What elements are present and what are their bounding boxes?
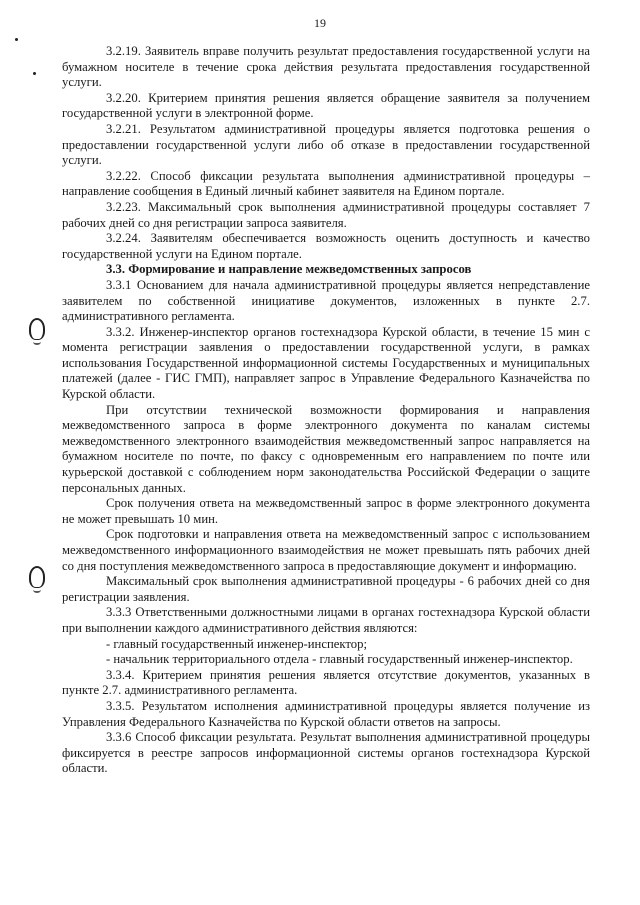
paragraph-3-2-19: 3.2.19. Заявитель вправе получить результат предоставления государственной услуги на бумажном носителе в течение срока действия результата предоставления государственной услуги. [62,44,590,90]
punch-hole-mark [29,566,45,588]
page-number: 19 [314,16,326,30]
scan-speck [15,38,18,41]
paragraph-3-3-6: 3.3.6 Способ фиксации результата. Результат выполнения административной процедуры фиксируется в реестре запросов информационной системы органов гостехнадзора Курской области. [62,730,590,776]
punch-hole-mark [29,318,45,340]
document-body [62,44,590,777]
paragraph-response-deadline: Срок получения ответа на межведомственный запрос в форме электронного документа не может превышать 10 мин. [62,496,590,526]
paragraph-3-2-21: 3.2.21. Результатом административной процедуры является подготовка решения о предоставлении государственной услуги либо об отказе в предоставлении государственной услуги. [62,121,590,168]
paragraph-3-3-4: 3.3.4. Критерием принятия решения является отсутствие документов, указанных в пункте 2.7. административного регламента. [62,667,590,698]
paragraph-3-3-1: 3.3.1 Основанием для начала административной процедуры является непредставление заявителем по собственной инициативе документов, изложенных в пункте 2.7. административного регламента. [62,277,590,324]
paragraph-3-2-23: 3.2.23. Максимальный срок выполнения административной процедуры составляет 7 рабочих дней со дня регистрации запроса заявителя. [62,199,590,230]
paragraph-3-2-20: 3.2.20. Критерием принятия решения является обращение заявителя за получением государственной услуги в электронной форме. [62,90,590,121]
scan-speck [33,72,36,75]
list-item-chief-inspector: - главный государственный инженер-инспектор; [106,636,367,651]
paragraph-response-preparation: Срок подготовки и направления ответа на межведомственный запрос с использованием межведомственного информационного взаимодействия не может превышать пять рабочих дней со дня поступления межведомственного запроса в предоставляющие документ и информацию. [62,527,590,573]
paragraph-max-duration: Максимальный срок выполнения административной процедуры - 6 рабочих дней со дня регистрации заявления. [62,574,590,604]
section-heading-3-3: 3.3. Формирование и направление межведомственных запросов [106,262,472,277]
paragraph-3-3-3: 3.3.3 Ответственными должностными лицами в органах гостехнадзора Курской области при выполнении каждого административного действия являются: [62,605,590,635]
paragraph-3-2-22: 3.2.22. Способ фиксации результата выполнения административной процедуры – направление сообщения в Единый личный кабинет заявителя на Едином портале. [62,168,590,199]
list-item-department-head: - начальник территориального отдела - главный государственный инженер-инспектор. [106,652,573,667]
paragraph-paper-request: При отсутствии технической возможности формирования и направления межведомственного запроса в форме электронного документа по каналам системы межведомственного электронного взаимодействия межведомственный запрос направляется на бумажном носителе по почте, по факсу с одновременным его направлением по почте или курьерской доставкой с соблюдением норм законодательства Российской Федерации о защите персональных данных. [62,402,590,495]
paragraph-3-3-5: 3.3.5. Результатом исполнения административной процедуры является получение из Управления Федерального Казначейства по Курской области ответов на запросы. [62,698,590,729]
paragraph-3-3-2: 3.3.2. Инженер-инспектор органов гостехнадзора Курской области, в течение 15 мин с момента регистрации заявления о предоставлении государственной услуги, в рамках использования Государственной информационной системы Государственных и муниципальных платежей (далее - ГИС ГМП), направляет запрос в Управление Федерального Казначейства по Курской области. [62,324,590,402]
paragraph-3-2-24: 3.2.24. Заявителям обеспечивается возможность оценить доступность и качество государственной услуги на Едином портале. [62,231,590,261]
